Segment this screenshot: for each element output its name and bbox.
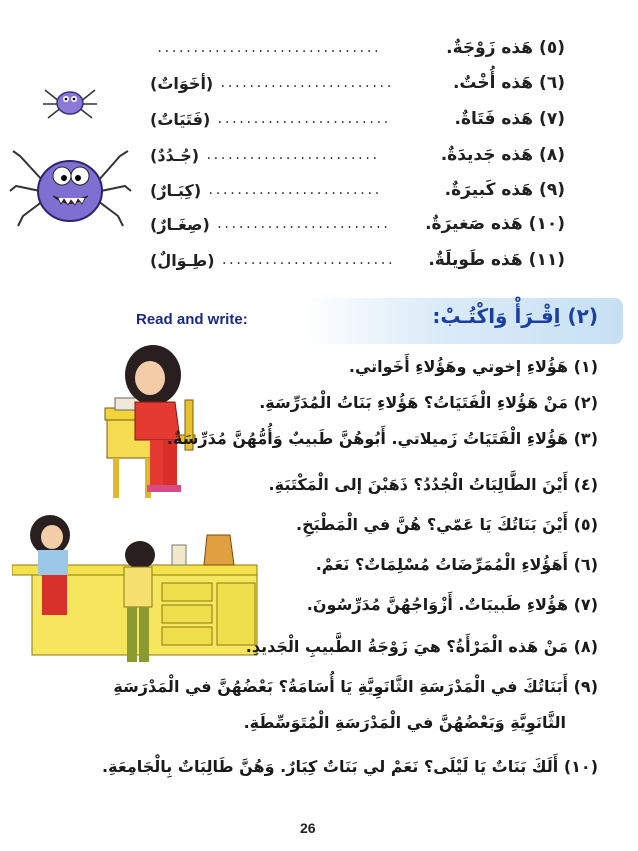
row-number: (٨) [539, 145, 565, 165]
reading-line: (٩) أَبَنَاتُكَ في الْمَدْرَسَةِ الثَّانَوِيَّةِ يَا أُسَامَةُ؟ بَعْضُهُنَّ في الْمَدْرَسَةِ [113, 677, 598, 696]
girl-reading-illustration [95, 340, 205, 510]
row-text: هَذه طَويلَةٌ. [428, 250, 523, 270]
reading-line: (١) هَؤُلاءِ إخوتي وهَؤُلاءِ أَخَواتي. [348, 357, 598, 376]
answer-blank: ........................ [216, 112, 390, 126]
page-number: 26 [300, 820, 316, 836]
reading-line: (٦) أَهَؤُلاءِ الْمُمَرِّضَاتُ مُسْلِمَاتٌ؟ نَعَمْ. [315, 555, 598, 574]
row-text: هَذه زَوْجَةٌ. [446, 38, 534, 58]
row-number: (٩) [539, 180, 565, 200]
row-hint: (جُـدُدٌ) [150, 145, 200, 165]
reading-line: الثَّانَوِيَّةِ وَبَعْضُهُنَّ في الْمَدْرَسَةِ الْمُتَوَسِّطَةِ. [243, 713, 566, 732]
reading-line: (٧) هَؤُلاءِ طَبيبَاتٌ. أَزْوَاجُهُنَّ مُدَرِّسُونَ. [306, 595, 598, 614]
row-text: هَذه صَغيرَةٌ. [425, 214, 523, 234]
row-number: (٥) [539, 38, 565, 58]
row-number: (٧) [539, 109, 565, 129]
large-spider-illustration [8, 136, 133, 236]
reading-line: (١٠) أَلَكَ بَنَاتٌ يَا لَيْلَى؟ نَعَمْ لي بَنَاتٌ كِبَارٌ. وَهُنَّ طَالِبَاتٌ بِالْجَامِعَةِ. [102, 757, 598, 776]
answer-blank: ............................... [156, 41, 380, 55]
answer-blank: ........................ [219, 76, 393, 90]
row-hint: (أخَوَاتٌ) [150, 73, 214, 93]
exercise-row [150, 140, 565, 170]
reading-line: (٨) مَنْ هَذه الْمَرْأَةُ؟ هيَ زَوْجَةُ الطَّبيبِ الْجَديدِ. [245, 637, 598, 656]
reading-line: (٤) أَيْنَ الطَّالِبَاتُ الْجُدُدُ؟ ذَهَبْنَ إلى الْمَكْتَبَةِ. [268, 475, 598, 494]
row-hint: (صِغَـارٌ) [150, 214, 210, 234]
english-instruction: Read and write: [136, 311, 248, 328]
row-text: هَذه أُخْتٌ. [452, 73, 534, 93]
row-hint: (كِبَـارٌ) [150, 180, 202, 200]
row-hint: (طِـوَالٌ) [150, 250, 215, 270]
reading-line: (٣) هَؤُلاءِ الْفَتَيَاتُ زَميلاتي. أَبُوهُنَّ طَبيبٌ وَأُمُّهُنَّ مُدَرِّسَةٌ. [166, 429, 598, 448]
row-text: هَذه فَتَاةٌ. [454, 109, 534, 129]
row-number: (٦) [539, 73, 565, 93]
answer-blank: ........................ [220, 253, 394, 267]
row-text: هَذه كَبيرَةٌ. [444, 180, 534, 200]
row-number: (١٠) [528, 214, 565, 234]
reading-line: (٥) أَيْنَ بَنَاتُكَ يَا عَمّي؟ هُنَّ في الْمَطْبَخِ. [296, 515, 598, 534]
exercise-row [150, 175, 565, 205]
exercise-row [150, 209, 565, 239]
row-text: هَذه جَديدَةٌ. [440, 145, 534, 165]
section-title: (٢) اِقْـرَأْ وَاكْتُـبْ: [432, 304, 598, 328]
answer-blank: ........................ [207, 183, 381, 197]
exercise-row [150, 68, 565, 98]
kitchen-girls-illustration [12, 515, 262, 670]
reading-line: (٢) مَنْ هَؤُلاءِ الْفَتَيَاتُ؟ هَؤُلاءِ بَنَاتُ الْمُدَرِّسَةِ. [259, 393, 598, 412]
answer-blank: ........................ [205, 148, 379, 162]
exercise-row [150, 104, 565, 134]
answer-blank: ........................ [215, 217, 390, 231]
row-hint: (فَتَيَاتٌ) [150, 109, 211, 129]
row-number: (١١) [528, 250, 565, 270]
exercise-row [150, 33, 565, 63]
exercise-row [150, 245, 565, 275]
small-spider-illustration [40, 82, 100, 122]
